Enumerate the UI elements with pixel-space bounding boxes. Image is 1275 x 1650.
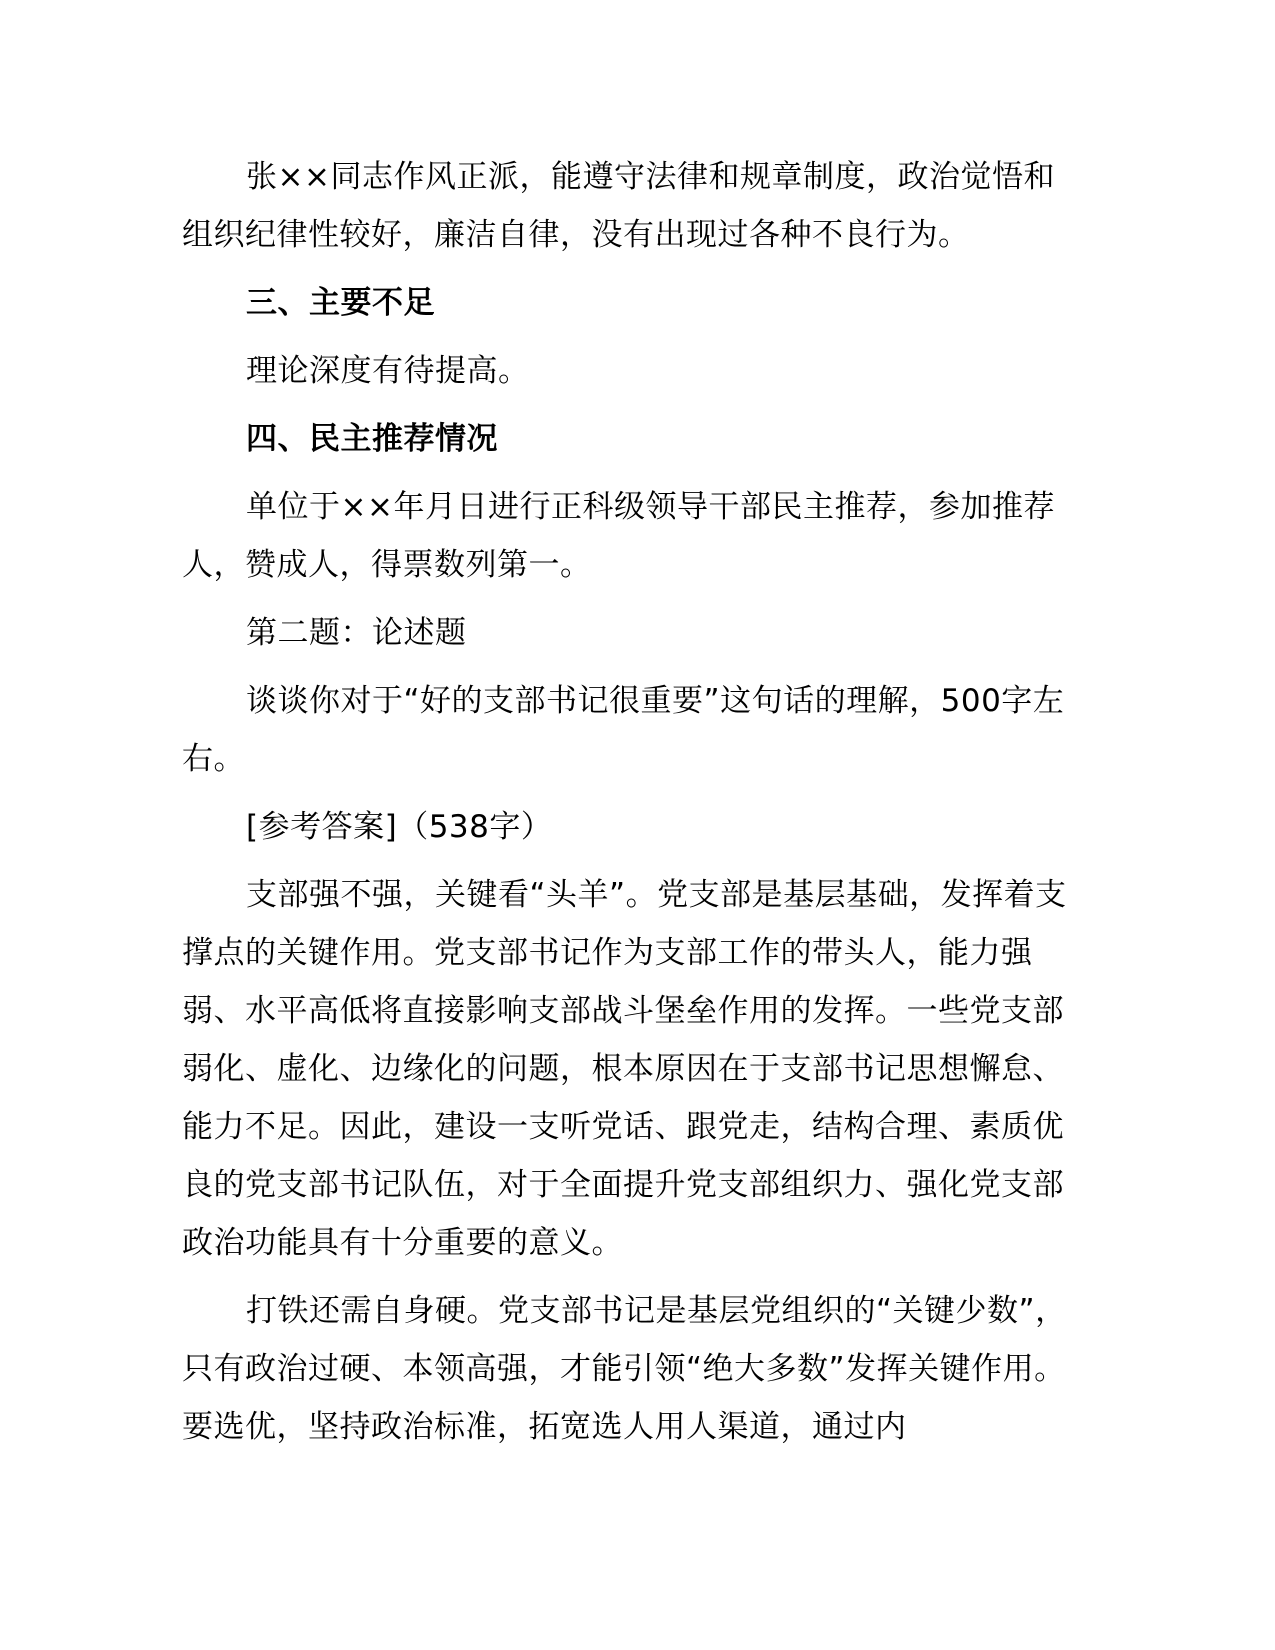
question-prompt: 谈谈你对于“好的支部书记很重要”这句话的理解，500字左右。 xyxy=(182,683,1065,777)
answer-paragraph-2: 打铁还需自身硬。党支部书记是基层党组织的“关键少数”，只有政治过硬、本领高强，才能引领“绝大多数”发挥关键作用。要选优，坚持政治标准，拓宽选人用人渠道，通过内 xyxy=(182,1293,1067,1445)
answer-paragraph-1: 支部强不强，关键看“头羊”。党支部是基层基础，发挥着支撑点的关键作用。党支部书记作为支部工作的带头人，能力强弱、水平高低将直接影响支部战斗堡垒作用的发挥。一些党支部弱化、虚化、边缘化的问题，根本原因在于支部书记思想懈怠、能力不足。因此，建设一支听党话、跟党走，结构合理、素质优良的党支部书记队伍，对于全面提升党支部组织力、强化党支部政治功能具有十分重要的意义。 xyxy=(182,877,1067,1261)
conduct-paragraph: 张××同志作风正派，能遵守法律和规章制度，政治觉悟和组织纪律性较好，廉洁自律，没有出现过各种不良行为。 xyxy=(182,159,1055,253)
document-body xyxy=(182,148,1082,1456)
section-heading-shortcomings: 三、主要不足 xyxy=(246,285,435,321)
shortcomings-paragraph: 理论深度有待提高。 xyxy=(246,353,530,389)
section-heading-recommendation: 四、民主推荐情况 xyxy=(246,421,498,457)
recommendation-paragraph: 单位于××年月日进行正科级领导干部民主推荐，参加推荐人，赞成人，得票数列第一。 xyxy=(182,489,1055,583)
reference-answer-label: [参考答案]（538字） xyxy=(246,809,553,845)
question-title: 第二题：论述题 xyxy=(246,615,467,651)
